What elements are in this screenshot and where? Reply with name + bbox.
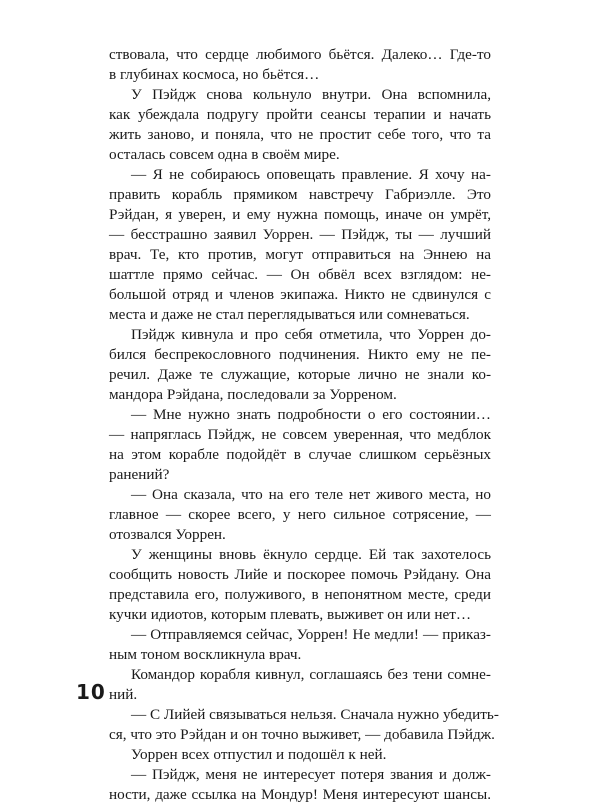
text-line: Командор корабля кивнул, соглашаясь без тени сомне- xyxy=(131,666,491,683)
text-line: — Пэйдж, меня не интересует потеря звания и долж- xyxy=(131,766,491,783)
text-line: — Отправляемся сейчас, Уоррен! Не медли! — приказ- xyxy=(131,626,491,643)
text-line: в глубинах космоса, но бьётся… xyxy=(109,66,320,83)
text-line: сообщить новость Лийе и поскорее помочь Рэйдану. Она xyxy=(109,566,491,583)
text-line: Пэйдж кивнула и про себя отметила, что Уоррен до- xyxy=(131,326,491,343)
text-line: жить заново, и поняла, что не простит себе того, что та xyxy=(109,126,491,143)
body-text xyxy=(109,45,499,805)
text-line: кучки идиотов, которым плевать, выживет он или нет… xyxy=(109,606,472,623)
text-line: Рэйдан, я уверен, и ему нужна помощь, иначе он умрёт, xyxy=(109,206,491,223)
text-line: У Пэйдж снова кольнуло внутри. Она вспомнила, xyxy=(131,86,491,103)
text-line: шаттле прямо сейчас. — Он обвёл всех взглядом: не- xyxy=(109,266,491,283)
text-line: — Она сказала, что на его теле нет живого места, но xyxy=(131,486,491,503)
text-line: править корабль прямиком навстречу Габриэлле. Это xyxy=(109,186,491,203)
text-line: представила его, полуживого, в непонятном месте, среди xyxy=(109,586,491,603)
text-line: — Я не собираюсь оповещать правление. Я хочу на- xyxy=(131,166,491,183)
text-line: — бесстрашно заявил Уоррен. — Пэйдж, ты — лучший xyxy=(109,226,491,243)
text-line: врач. Те, кто против, могут отправиться на Эннею на xyxy=(109,246,491,263)
page-number: 10 xyxy=(76,680,106,704)
text-line: ности, даже ссылка на Мондур! Меня интересуют шансы. xyxy=(109,786,491,803)
text-line: ранений? xyxy=(109,466,170,483)
text-line: У женщины вновь ёкнуло сердце. Ей так захотелось xyxy=(131,546,491,563)
text-line: ствовала, что сердце любимого бьётся. Далеко… Где-то xyxy=(109,46,491,63)
text-line: ным тоном воскликнула врач. xyxy=(109,646,302,663)
text-line: Уоррен всех отпустил и подошёл к ней. xyxy=(131,746,387,763)
text-line: осталась совсем одна в своём мире. xyxy=(109,146,340,163)
text-line: — С Лийей связываться нельзя. Сначала нужно убедить- xyxy=(131,706,499,723)
text-line: главное — скорее всего, у него сильное сотрясение, — xyxy=(109,506,491,523)
text-line: ний. xyxy=(109,686,138,703)
text-line: — напряглась Пэйдж, не совсем уверенная, что медблок xyxy=(109,426,491,443)
text-line: места и даже не стал переглядываться или сомневаться. xyxy=(109,306,470,323)
text-line: на этом корабле подойдёт в случае слишком серьёзных xyxy=(109,446,491,463)
text-line: большой отряд и членов экипажа. Никто не сдвинулся с xyxy=(109,286,491,303)
text-line: — Мне нужно знать подробности о его состоянии… xyxy=(131,406,491,423)
text-line: бился беспрекословного подчинения. Никто ему не пе- xyxy=(109,346,491,363)
text-line: отозвался Уоррен. xyxy=(109,526,226,543)
text-line: ся, что это Рэйдан и он точно выживет, — добавила Пэйдж. xyxy=(109,726,495,743)
text-line: речил. Даже те служащие, которые лично не знали ко- xyxy=(109,366,491,383)
text-line: как убеждала подругу пройти сеансы терапии и начать xyxy=(109,106,491,123)
text-line: мандора Рэйдана, последовали за Уорреном. xyxy=(109,386,397,403)
